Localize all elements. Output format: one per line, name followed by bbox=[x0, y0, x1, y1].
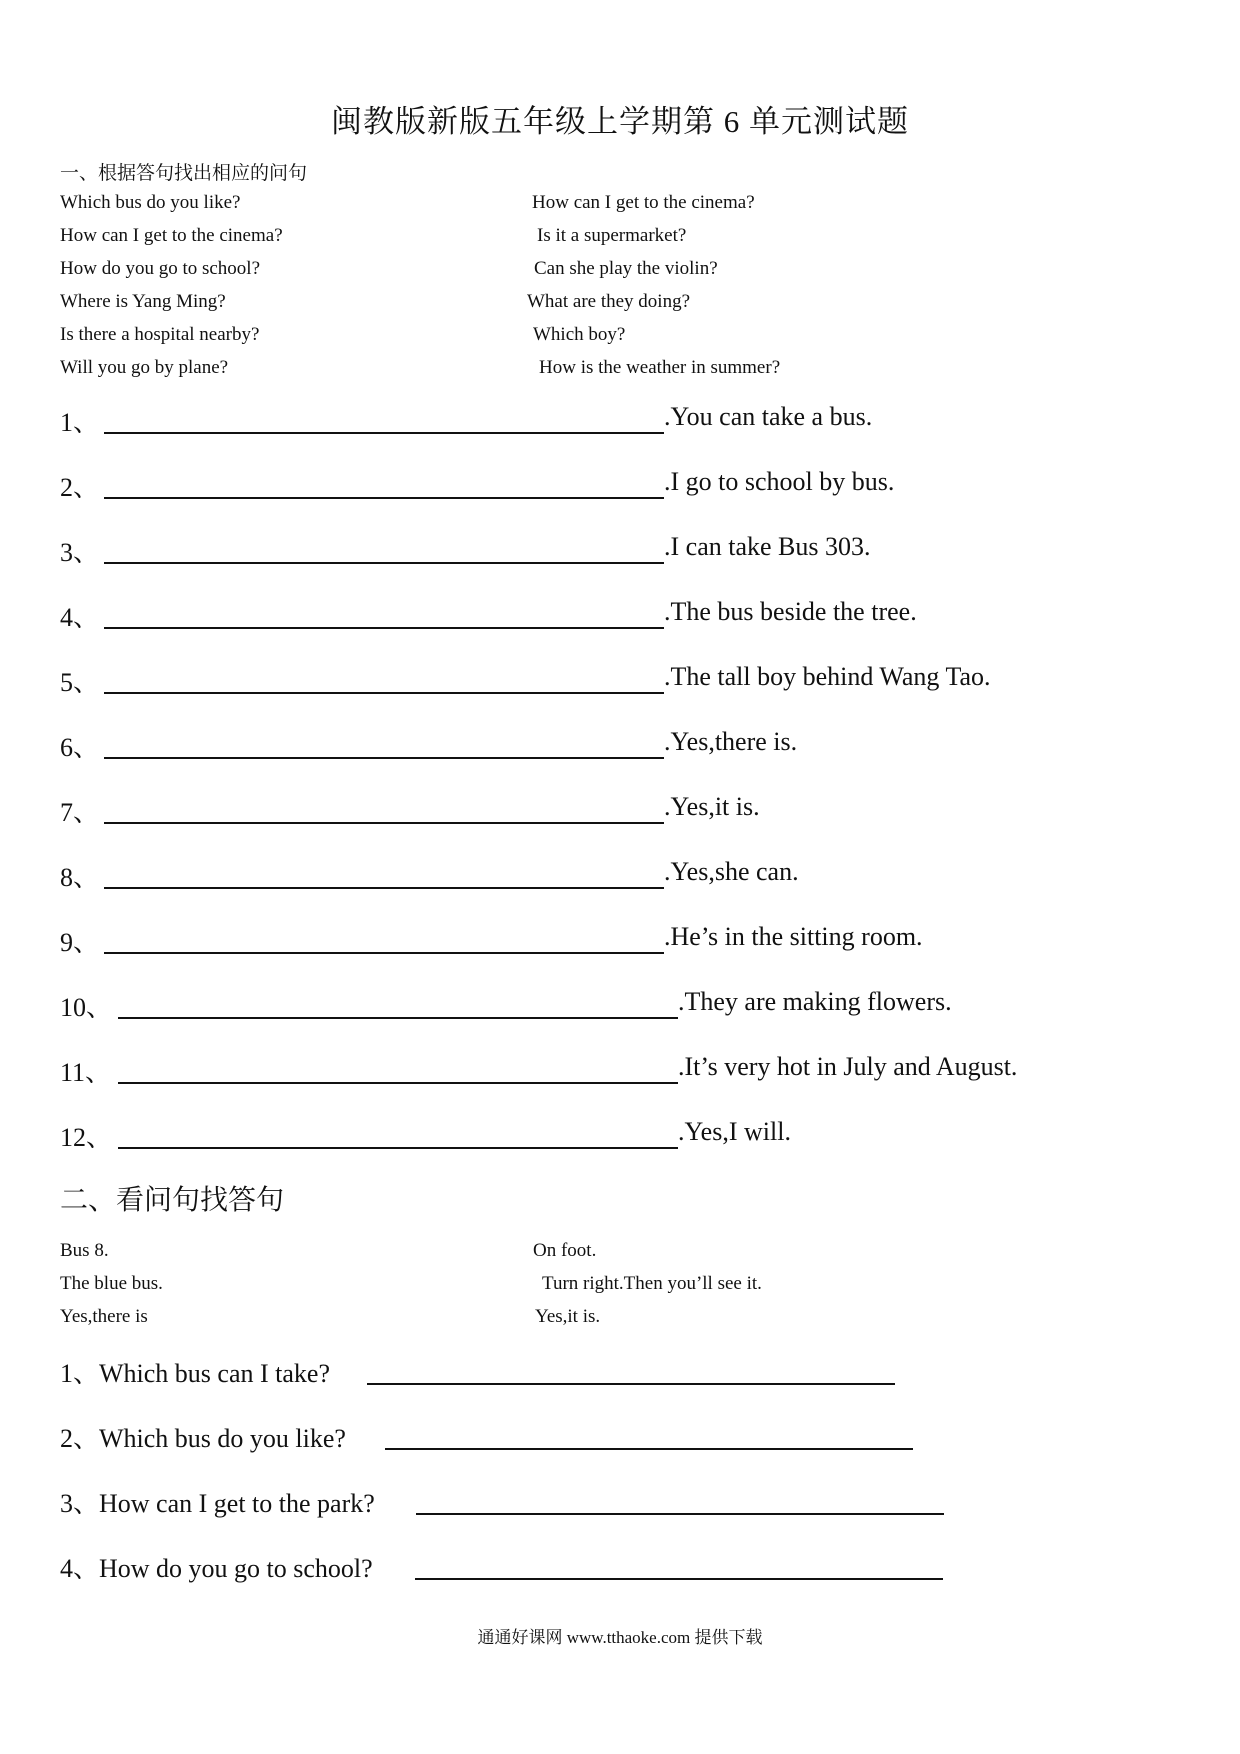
option-left: Bus 8. bbox=[60, 1240, 109, 1261]
answer-text: .The bus beside the tree. bbox=[664, 597, 917, 626]
answer-text: .Yes,there is. bbox=[664, 727, 798, 756]
answer-blank[interactable] bbox=[104, 887, 664, 889]
page-footer: 通通好课网 www.tthaoke.com 提供下载 bbox=[477, 1628, 763, 1647]
option-right: Which boy? bbox=[533, 324, 626, 345]
item-number: 5、 bbox=[60, 668, 100, 697]
answer-blank[interactable] bbox=[415, 1578, 943, 1580]
answer-text: .Yes,I will. bbox=[678, 1117, 791, 1146]
option-left: Where is Yang Ming? bbox=[60, 291, 226, 312]
answer-text: .Yes,it is. bbox=[664, 792, 760, 821]
answer-blank[interactable] bbox=[104, 432, 664, 434]
answer-blank[interactable] bbox=[118, 1017, 678, 1019]
option-right: What are they doing? bbox=[527, 291, 691, 312]
answer-text: .He’s in the sitting room. bbox=[664, 922, 923, 951]
answer-blank[interactable] bbox=[118, 1082, 678, 1084]
option-right: How is the weather in summer? bbox=[539, 357, 781, 378]
item-number: 7、 bbox=[60, 798, 100, 827]
answer-text: .The tall boy behind Wang Tao. bbox=[664, 662, 991, 691]
answer-text: .Yes,she can. bbox=[664, 857, 799, 886]
question-text: 4、How do you go to school? bbox=[60, 1554, 373, 1583]
answer-blank[interactable] bbox=[104, 692, 664, 694]
item-number: 1、 bbox=[60, 408, 100, 437]
item-number: 11、 bbox=[60, 1058, 112, 1087]
item-number: 4、 bbox=[60, 603, 100, 632]
option-right: Can she play the violin? bbox=[534, 258, 718, 279]
answer-blank[interactable] bbox=[104, 627, 664, 629]
item-number: 9、 bbox=[60, 928, 100, 957]
option-left: How can I get to the cinema? bbox=[60, 225, 283, 246]
answer-text: .You can take a bus. bbox=[664, 402, 873, 431]
answer-text: .I go to school by bus. bbox=[664, 467, 895, 496]
page-title: 闽教版新版五年级上学期第 6 单元测试题 bbox=[331, 104, 909, 139]
question-text: 3、How can I get to the park? bbox=[60, 1489, 375, 1518]
option-right: On foot. bbox=[533, 1240, 597, 1261]
answer-text: .It’s very hot in July and August. bbox=[678, 1052, 1018, 1081]
option-right: Turn right.Then you’ll see it. bbox=[542, 1273, 762, 1294]
question-text: 2、Which bus do you like? bbox=[60, 1424, 346, 1453]
answer-text: .They are making flowers. bbox=[678, 987, 952, 1016]
answer-blank[interactable] bbox=[104, 952, 664, 954]
answer-blank[interactable] bbox=[104, 822, 664, 824]
answer-blank[interactable] bbox=[118, 1147, 678, 1149]
answer-blank[interactable] bbox=[367, 1383, 895, 1385]
answer-blank[interactable] bbox=[104, 497, 664, 499]
option-left: Which bus do you like? bbox=[60, 192, 241, 213]
answer-blank[interactable] bbox=[385, 1448, 913, 1450]
item-number: 12、 bbox=[60, 1123, 113, 1152]
answer-blank[interactable] bbox=[416, 1513, 944, 1515]
section2-heading: 二、看问句找答句 bbox=[60, 1185, 285, 1216]
item-number: 2、 bbox=[60, 473, 100, 502]
option-right: How can I get to the cinema? bbox=[532, 192, 755, 213]
item-number: 8、 bbox=[60, 863, 100, 892]
option-left: Is there a hospital nearby? bbox=[60, 324, 260, 345]
answer-text: .I can take Bus 303. bbox=[664, 532, 871, 561]
option-left: Will you go by plane? bbox=[60, 357, 229, 378]
answer-blank[interactable] bbox=[104, 757, 664, 759]
item-number: 3、 bbox=[60, 538, 100, 567]
option-right: Yes,it is. bbox=[535, 1306, 601, 1327]
option-left: The blue bus. bbox=[60, 1273, 163, 1294]
question-text: 1、Which bus can I take? bbox=[60, 1359, 331, 1388]
option-left: Yes,there is bbox=[60, 1306, 148, 1327]
option-right: Is it a supermarket? bbox=[537, 225, 687, 246]
answer-blank[interactable] bbox=[104, 562, 664, 564]
item-number: 6、 bbox=[60, 733, 100, 762]
option-left: How do you go to school? bbox=[60, 258, 261, 279]
section1-heading: 一、根据答句找出相应的问句 bbox=[60, 163, 308, 184]
item-number: 10、 bbox=[60, 993, 113, 1022]
